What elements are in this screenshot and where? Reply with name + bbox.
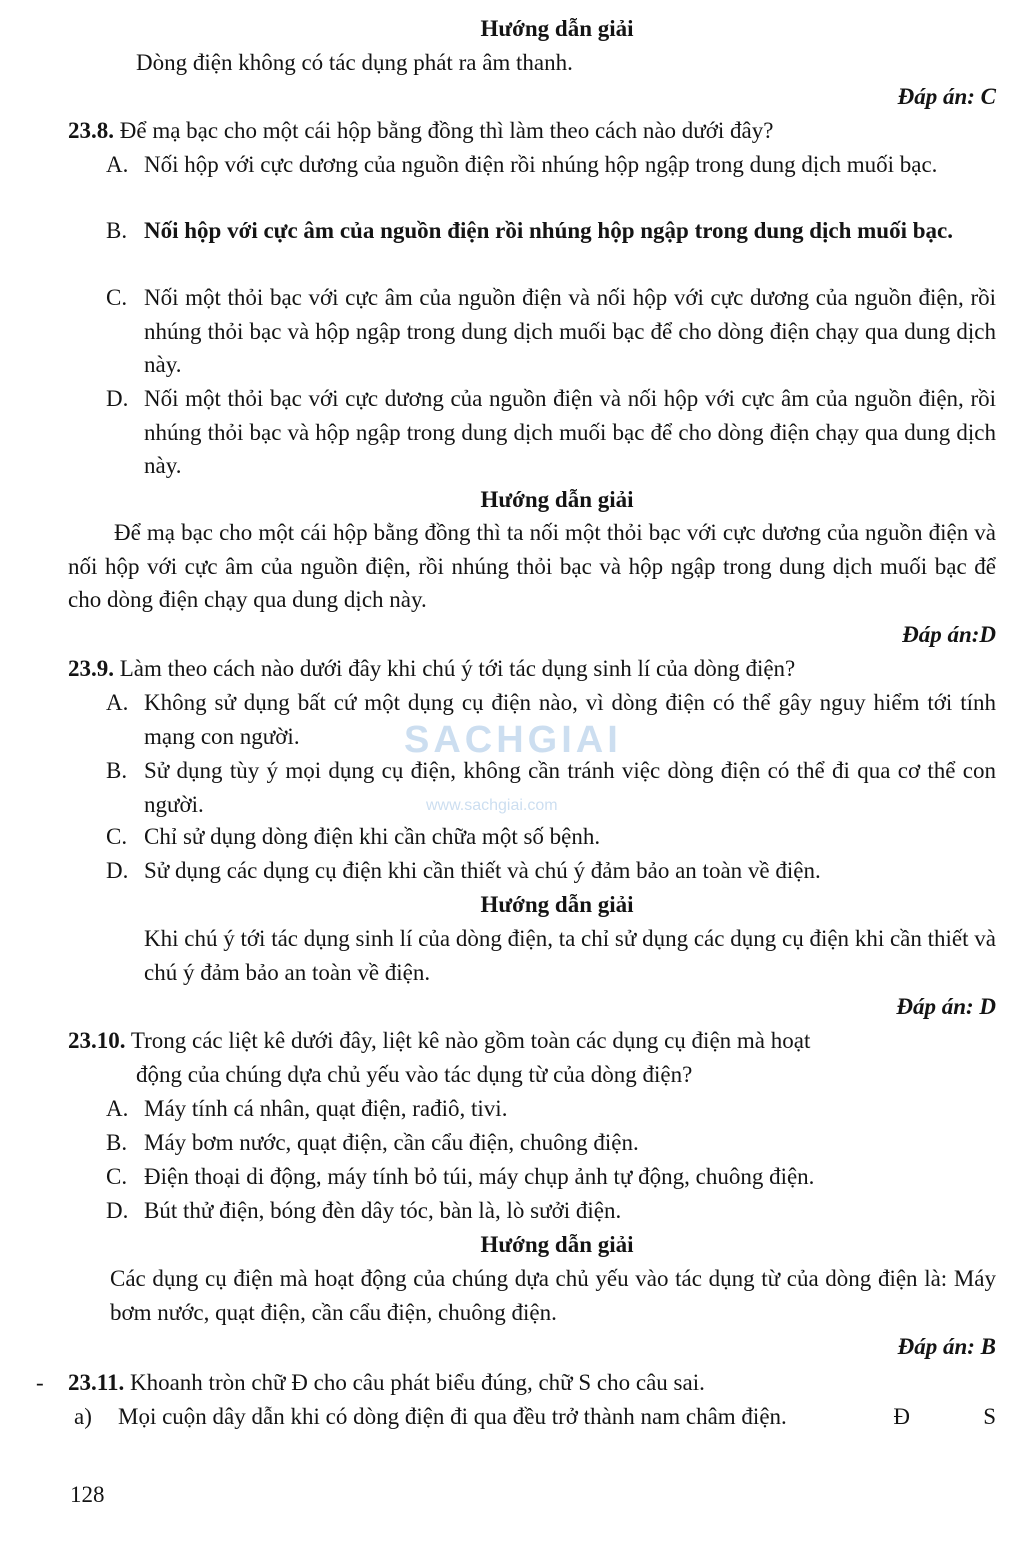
- question-number: 23.10.: [68, 1028, 126, 1053]
- option-b: [106, 214, 996, 248]
- option-label: D.: [106, 386, 129, 411]
- option-label: A.: [106, 1096, 129, 1121]
- question-text: Khoanh tròn chữ Đ cho câu phát biểu đúng, chữ S cho câu sai.: [129, 1370, 705, 1395]
- watermark-logo: SACHGIAI: [404, 719, 622, 761]
- option-c: [106, 1160, 996, 1194]
- question-number: 23.11.: [68, 1370, 125, 1395]
- question-23-11: [68, 1366, 996, 1400]
- question-number: 23.9.: [68, 656, 114, 681]
- solution-heading: Hướng dẫn giải: [480, 487, 634, 512]
- option-text: Không sử dụng bất cứ một dụng cụ điện nào, vì dòng điện có thể gây nguy hiểm tới tính mạng con người.: [144, 690, 996, 749]
- question-text: Trong các liệt kê dưới đây, liệt kê nào gồm toàn các dụng cụ điện mà hoạt: [130, 1028, 811, 1053]
- option-text: Bút thử điện, bóng đèn dây tóc, bàn là, lò sưởi điện.: [144, 1198, 622, 1223]
- solution-text: Khi chú ý tới tác dụng sinh lí của dòng điện, ta chỉ sử dụng các dụng cụ điện khi cần thiết và chú ý đảm bảo an toàn về điện.: [144, 926, 996, 985]
- option-text: Điện thoại di động, máy tính bỏ túi, máy chụp ảnh tự động, chuông điện.: [144, 1164, 815, 1189]
- solution-heading: Hướng dẫn giải: [480, 16, 634, 41]
- false-option[interactable]: S: [983, 1404, 996, 1429]
- question-number: 23.8.: [68, 118, 114, 143]
- option-label: D.: [106, 858, 129, 883]
- option-label: B.: [106, 1130, 128, 1155]
- option-text: Nối hộp với cực âm của nguồn điện rồi nhúng hộp ngập trong dung dịch muối bạc.: [144, 218, 953, 243]
- option-d: [106, 1194, 996, 1228]
- answer-label: Đáp án: B: [897, 1334, 996, 1359]
- true-option[interactable]: Đ: [893, 1404, 910, 1429]
- option-d: [106, 854, 996, 888]
- question-text: Làm theo cách nào dưới đây khi chú ý tới tác dụng sinh lí của dòng điện?: [119, 656, 796, 681]
- option-text: Máy tính cá nhân, quạt điện, rađiô, tivi.: [144, 1096, 508, 1121]
- solution-text: Dòng điện không có tác dụng phát ra âm thanh.: [136, 50, 573, 75]
- option-label: D.: [106, 1198, 129, 1223]
- option-text: Sử dụng các dụng cụ điện khi cần thiết và chú ý đảm bảo an toàn về điện.: [144, 858, 821, 883]
- option-text: Máy bơm nước, quạt điện, cần cẩu điện, chuông điện.: [144, 1130, 639, 1155]
- solution-text: Để mạ bạc cho một cái hộp bằng đồng thì ta nối một thỏi bạc với cực dương của nguồn điện và nối hộp với cực âm của nguồn điện, rồi nhúng thỏi bạc và hộp ngập trong dung dịch muối bạc để cho dòng điện chạy qua dung dịch này.: [68, 520, 996, 613]
- option-label: C.: [106, 285, 128, 310]
- watermark: [404, 718, 664, 828]
- option-c: [106, 281, 996, 382]
- question-text-continued: động của chúng dựa chủ yếu vào tác dụng từ của dòng điện?: [136, 1062, 693, 1087]
- answer-label: Đáp án:D: [902, 622, 996, 647]
- margin-mark: -: [36, 1370, 44, 1395]
- option-text: Nối một thỏi bạc với cực dương của nguồn điện và nối hộp với cực âm của nguồn điện, rồi nhúng thỏi bạc và hộp ngập trong dung dịch muối bạc để cho dòng điện chạy qua dung dịch này.: [144, 386, 996, 479]
- solution-heading: Hướng dẫn giải: [480, 892, 634, 917]
- question-23-9: [68, 652, 996, 686]
- solution-heading: Hướng dẫn giải: [480, 1232, 634, 1257]
- true-false-item: [74, 1400, 996, 1434]
- option-label: B.: [106, 218, 128, 243]
- option-a: [106, 148, 996, 182]
- option-d: [106, 382, 996, 483]
- option-a: [106, 1092, 996, 1126]
- option-label: A.: [106, 690, 129, 715]
- option-b: [106, 1126, 996, 1160]
- option-text: Sử dụng tùy ý mọi dụng cụ điện, không cần tránh việc dòng điện có thể đi qua cơ thể con người.: [144, 758, 996, 817]
- option-text: Chỉ sử dụng dòng điện khi cần chữa một số bệnh.: [144, 824, 601, 849]
- item-text: Mọi cuộn dây dẫn khi có dòng điện đi qua đều trở thành nam châm điện.: [118, 1404, 787, 1429]
- page-number: 128: [70, 1482, 105, 1507]
- item-label: a): [74, 1404, 92, 1429]
- question-text: Để mạ bạc cho một cái hộp bằng đồng thì làm theo cách nào dưới đây?: [119, 118, 774, 143]
- answer-label: Đáp án: D: [896, 994, 996, 1019]
- option-label: C.: [106, 824, 128, 849]
- option-text: Nối một thỏi bạc với cực âm của nguồn điện và nối hộp với cực dương của nguồn điện, rồi nhúng thỏi bạc và hộp ngập trong dung dịch muối bạc để cho dòng điện chạy qua dung dịch này.: [144, 285, 996, 378]
- option-text: Nối hộp với cực dương của nguồn điện rồi nhúng hộp ngập trong dung dịch muối bạc.: [144, 152, 938, 177]
- option-label: A.: [106, 152, 129, 177]
- option-label: C.: [106, 1164, 128, 1189]
- watermark-url: www.sachgiai.com: [426, 797, 558, 814]
- question-23-10: [68, 1024, 996, 1058]
- question-23-8: [68, 114, 996, 148]
- option-label: B.: [106, 758, 128, 783]
- solution-text: Các dụng cụ điện mà hoạt động của chúng dựa chủ yếu vào tác dụng từ của dòng điện là: Máy bơm nước, quạt điện, cần cẩu điện, chuông điện.: [110, 1266, 996, 1325]
- answer-label: Đáp án: C: [897, 84, 996, 109]
